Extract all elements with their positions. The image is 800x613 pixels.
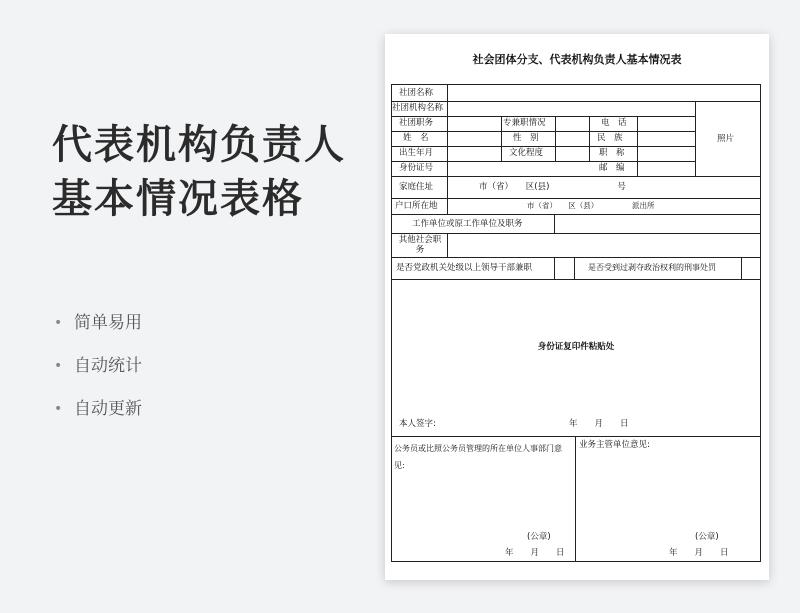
promo-title-line1: 代表机构负责人	[52, 122, 346, 168]
label-other-posts: 其他社会职务	[398, 235, 442, 255]
form-document	[385, 34, 769, 580]
label-signature: 本人签字:	[399, 419, 436, 429]
label-party-post: 是否党政机关处级以上领导干部兼职	[396, 263, 533, 273]
label-photo: 照片	[717, 134, 735, 144]
label-deprived: 是否受到过剥夺政治权利的刑事处罚	[588, 263, 716, 272]
row-line	[391, 131, 695, 132]
label-education: 文化程度	[509, 148, 544, 158]
col-line	[447, 233, 448, 257]
feature-list	[54, 312, 142, 441]
feature-label: 自动更新	[74, 399, 142, 419]
row-line	[391, 146, 695, 147]
label-title: 职 称	[599, 148, 625, 158]
label-concurrent: 专兼职情况	[503, 118, 546, 128]
row-line	[391, 257, 761, 258]
label-name: 姓 名	[403, 133, 429, 143]
col-line	[574, 257, 575, 279]
date-left: 年 月 日	[505, 548, 565, 558]
bullet-icon: •	[54, 315, 63, 331]
col-line	[637, 116, 638, 176]
row-line	[391, 214, 761, 215]
authority-opinion-label: 业务主管单位意见:	[579, 440, 650, 450]
label-hukou: 户口所在地	[395, 201, 438, 211]
col-line	[555, 116, 556, 161]
row-line	[391, 436, 761, 437]
hukou-detail: 市（省） 区（县） 派出所	[527, 201, 655, 210]
label-postcode: 邮 编	[599, 163, 625, 173]
col-line	[501, 116, 502, 161]
address-detail: 市（省） 区(县) 号	[479, 182, 626, 192]
col-line	[741, 257, 742, 279]
label-work-unit: 工作单位或原工作单位及职务	[412, 219, 523, 229]
col-line	[695, 101, 696, 176]
bullet-icon: •	[54, 358, 63, 374]
form-table	[391, 84, 761, 564]
col-line	[447, 198, 448, 214]
feature-item	[54, 398, 142, 441]
col-line	[575, 436, 576, 562]
label-position: 社团职务	[399, 118, 434, 128]
label-phone: 电 话	[601, 118, 627, 128]
promo-title	[52, 118, 346, 226]
row-line	[391, 116, 695, 117]
feature-item	[54, 355, 142, 398]
civil-opinion-label: 公务员或比照公务员管理的所在单位人事部门意见:	[394, 444, 562, 470]
label-ethnicity: 民 族	[597, 133, 623, 143]
label-id-number: 身份证号	[399, 163, 434, 173]
seal-left: (公章)	[527, 532, 551, 542]
date-right: 年 月 日	[669, 548, 729, 558]
row-line	[391, 161, 695, 162]
bullet-icon: •	[54, 401, 63, 417]
col-line	[554, 257, 555, 279]
seal-right: (公章)	[695, 532, 719, 542]
label-address: 家庭住址	[399, 182, 434, 192]
row-line	[391, 279, 761, 280]
col-line	[447, 176, 448, 198]
feature-label: 自动统计	[74, 356, 142, 376]
feature-item	[54, 312, 142, 355]
col-line	[554, 214, 555, 233]
label-branch-name: 社团机构名称	[392, 103, 444, 113]
label-gender: 性 别	[513, 133, 539, 143]
promo-title-line2: 基本情况表格	[52, 176, 304, 222]
feature-label: 简单易用	[74, 313, 142, 333]
document-title: 社会团体分支、代表机构负责人基本情况表	[472, 53, 682, 66]
col-line	[589, 116, 590, 161]
signature-date: 年 月 日	[569, 419, 629, 429]
id-copy-area: 身份证复印件粘贴处	[537, 342, 615, 352]
label-org-name: 社团名称	[399, 88, 434, 98]
col-line	[447, 84, 448, 176]
label-birth: 出生年月	[399, 148, 434, 158]
